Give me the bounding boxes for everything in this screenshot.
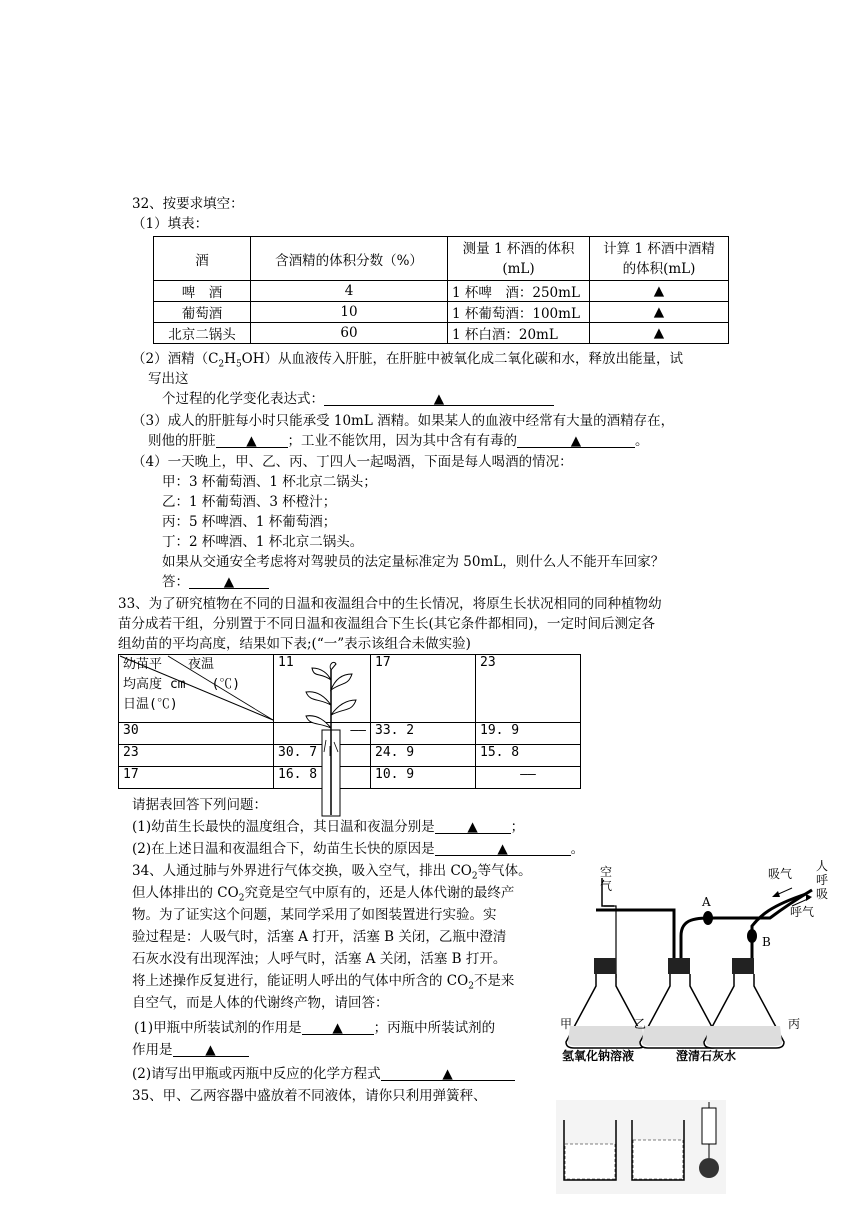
text: 究竟是空气中原有的，还是人体代谢的最终产 xyxy=(244,885,515,901)
q34-line7: 自空气，而是人体的代谢终产物，请回答： xyxy=(132,995,389,1011)
answer-mark: ▲ xyxy=(467,819,478,835)
cell: 1 杯葡萄酒：100mL xyxy=(448,302,590,323)
cell: 4 xyxy=(251,281,448,302)
subscript: 2 xyxy=(468,981,474,992)
q32-part3-cont xyxy=(148,431,649,451)
text: 不是来 xyxy=(473,973,515,989)
q32-answer xyxy=(162,572,269,592)
text: 则他的肝脏 xyxy=(148,433,216,449)
text: 将上述操作反复进行，能证明人呼出的气体中所含的 CO xyxy=(132,973,469,989)
person-yi: 乙：1 杯葡萄酒、3 杯橙汁； xyxy=(162,494,337,510)
subscript: 2 xyxy=(238,893,245,904)
label-jia: 甲 xyxy=(560,1017,573,1031)
table-row xyxy=(154,281,729,302)
col-header: 23 xyxy=(476,655,581,723)
label-person1: 人 xyxy=(816,859,829,873)
label-bing: 丙 xyxy=(788,1017,801,1031)
text: (1)幼苗生长最快的温度组合，其日温和夜温分别是 xyxy=(132,819,435,835)
answer-blank[interactable] xyxy=(435,839,571,856)
corner-text: 日温(℃) xyxy=(123,697,178,712)
text: 但人体排出的 CO xyxy=(132,885,239,901)
label-lime: 澄清石灰水 xyxy=(676,1049,737,1063)
cell: 啤 酒 xyxy=(154,281,251,302)
label-yi: 乙 xyxy=(634,1017,647,1031)
label-person3: 吸 xyxy=(816,887,829,901)
subscript: 2 xyxy=(218,359,225,370)
answer-mark: ▲ xyxy=(590,302,729,323)
text: 。 xyxy=(635,433,649,449)
label-inhale: 吸气 xyxy=(768,867,793,881)
q33-line1: 33、为了研究植物在不同的日温和夜温组合中的生长情况，将原生长状况相同的同种植物幼 xyxy=(118,596,662,612)
q32-part2-cont: 写出这 xyxy=(148,371,189,387)
containers-springscale-figure xyxy=(556,1100,726,1194)
answer-mark: ▲ xyxy=(433,391,445,407)
header-volume-line1: 测量 1 杯酒的体积 xyxy=(462,240,575,257)
alcohol-table xyxy=(153,236,729,344)
answer-blank[interactable] xyxy=(517,431,635,448)
corner-text: 幼苗平 夜温 xyxy=(123,657,215,672)
apparatus-figure xyxy=(556,859,846,1063)
answer-mark: ▲ xyxy=(570,433,582,449)
answer-mark: ▲ xyxy=(590,323,729,344)
person-jia: 甲：3 杯葡萄酒、1 杯北京二锅头； xyxy=(162,474,377,490)
cell: 15. 8 xyxy=(476,745,581,767)
q34-line3: 物。为了证实这个问题，某同学采用了如图装置进行实验。实 xyxy=(132,907,497,923)
answer-mark: ▲ xyxy=(442,1066,453,1082)
q34-question1 xyxy=(134,1018,495,1038)
col-header: 11 xyxy=(274,655,371,723)
header-alcohol-line2: 的体积(mL) xyxy=(622,260,696,277)
cell: 10. 9 xyxy=(371,767,476,789)
text: 答： xyxy=(162,574,189,590)
q32-part2-expr xyxy=(162,389,554,409)
text: 。 xyxy=(570,841,585,857)
header-wine: 酒 xyxy=(154,237,251,281)
text: ；工业不能饮用，因为其中含有有毒的 xyxy=(287,433,517,449)
answer-blank[interactable] xyxy=(173,1040,249,1057)
cell: 23 xyxy=(119,745,274,767)
label-person2: 呼 xyxy=(816,873,829,887)
header-volume-line2: (mL) xyxy=(502,260,535,277)
header-percent: 含酒精的体积分数（%） xyxy=(251,237,448,281)
cell: 33. 2 xyxy=(371,723,476,745)
label-A: A xyxy=(702,895,711,909)
answer-blank[interactable] xyxy=(302,1018,374,1035)
label-exhale: 呼气 xyxy=(790,905,815,919)
cell: 10 xyxy=(251,302,448,323)
text: (2)在上述日温和夜温组合下，幼苗生长快的原因是 xyxy=(132,841,435,857)
cell: 1 杯啤 酒：250mL xyxy=(448,281,590,302)
q35-line1: 35、甲、乙两容器中盛放着不同液体，请你只利用弹簧秤、 xyxy=(132,1088,487,1104)
cell: 葡萄酒 xyxy=(154,302,251,323)
text: (1)甲瓶中所装试剂的作用是 xyxy=(134,1020,302,1036)
table-row xyxy=(154,323,729,344)
corner-text: 均高度 cm (℃) xyxy=(123,677,241,692)
answer-mark: ▲ xyxy=(497,841,508,857)
cell: —— xyxy=(274,723,371,745)
q34-line5: 石灰水没有出现浑浊；人呼气时，活塞 A 关闭，活塞 B 打开。 xyxy=(132,951,507,967)
seedling-tube-illustration xyxy=(300,660,360,820)
text: (2)请写出甲瓶或丙瓶中反应的化学方程式 xyxy=(132,1066,381,1082)
label-air1: 空 xyxy=(600,865,613,879)
header-alcohol-line1: 计算 1 杯酒中酒精 xyxy=(603,240,715,257)
q33-question2 xyxy=(132,839,584,859)
text: 作用是 xyxy=(132,1042,173,1058)
cell: 19. 9 xyxy=(476,723,581,745)
q34-question1-cont xyxy=(132,1040,249,1060)
answer-blank[interactable] xyxy=(381,1064,515,1081)
text: ；丙瓶中所装试剂的 xyxy=(373,1020,496,1036)
label-naoh: 氢氧化钠溶液 xyxy=(562,1049,635,1063)
q32-title: 32、按要求填空： xyxy=(132,196,244,212)
q33-question1 xyxy=(132,817,524,837)
answer-mark: ▲ xyxy=(223,574,235,590)
answer-blank[interactable] xyxy=(216,431,288,448)
subscript: 5 xyxy=(235,359,242,370)
q34-line4: 验过程是：人吸气时，活塞 A 打开，活塞 B 关闭，乙瓶中澄清 xyxy=(132,929,507,945)
q33-line2: 苗分成若干组，分别置于不同日温和夜温组合下生长(其它条件都相同)，一定时间后测定各 xyxy=(118,616,656,632)
subscript: 2 xyxy=(471,871,478,882)
cell: 30. 7 xyxy=(274,745,371,767)
answer-mark: ▲ xyxy=(590,281,729,302)
answer-mark: ▲ xyxy=(246,433,257,449)
person-ding: 丁：2 杯啤酒、1 杯北京二锅头。 xyxy=(162,534,364,550)
text: 等气体。 xyxy=(477,863,532,879)
cell: 1 杯白酒：20mL xyxy=(448,323,590,344)
table-row xyxy=(154,302,729,323)
cell: 17 xyxy=(119,767,274,789)
text: OH）从血液传入肝脏，在肝脏中被氧化成二氧化碳和水，释放出能量，试 xyxy=(241,351,684,367)
text: ； xyxy=(510,819,525,835)
corner-diagonal-lines xyxy=(118,654,278,724)
q34-question2 xyxy=(132,1064,515,1084)
cell: —— xyxy=(476,767,581,789)
answer-blank[interactable] xyxy=(435,817,511,834)
cell: 24. 9 xyxy=(371,745,476,767)
text: H xyxy=(224,351,236,367)
text: 个过程的化学变化表达式： xyxy=(162,391,324,407)
q32-question: 如果从交通安全考虑将对驾驶员的法定量标准定为 50mL，则什么人不能开车回家？ xyxy=(162,554,665,570)
text: 34、人通过肺与外界进行气体交换，吸入空气，排出 CO xyxy=(132,863,472,879)
q32-part2 xyxy=(132,349,683,375)
cell: 北京二锅头 xyxy=(154,323,251,344)
label-B: B xyxy=(762,935,771,949)
q32-part1: （1）填表： xyxy=(132,216,209,232)
q33-line3: 组幼苗的平均高度，结果如下表;(“一”表示该组合未做实验) xyxy=(118,636,471,652)
header-volume xyxy=(448,237,590,281)
col-header: 17 xyxy=(371,655,476,723)
answer-blank[interactable] xyxy=(324,389,554,406)
cell: 60 xyxy=(251,323,448,344)
answer-blank[interactable] xyxy=(189,572,269,589)
label-air2: 气 xyxy=(600,879,613,893)
q32-part3: （3）成人的肝脏每小时只能承受 10mL 酒精。如果某人的血液中经常有大量的酒精存在， xyxy=(132,413,675,429)
cell: 30 xyxy=(119,723,274,745)
text: （2）酒精（C xyxy=(132,351,219,367)
header-alcohol xyxy=(590,237,729,281)
q32-part4: （4）一天晚上，甲、乙、丙、丁四人一起喝酒，下面是每人喝酒的情况： xyxy=(132,454,573,470)
person-bing: 丙：5 杯啤酒、1 杯葡萄酒； xyxy=(162,514,337,530)
answer-mark: ▲ xyxy=(205,1042,216,1058)
cell: 16. 8 xyxy=(274,767,371,789)
answer-mark: ▲ xyxy=(332,1020,343,1036)
q33-prompt: 请据表回答下列问题： xyxy=(132,797,267,813)
